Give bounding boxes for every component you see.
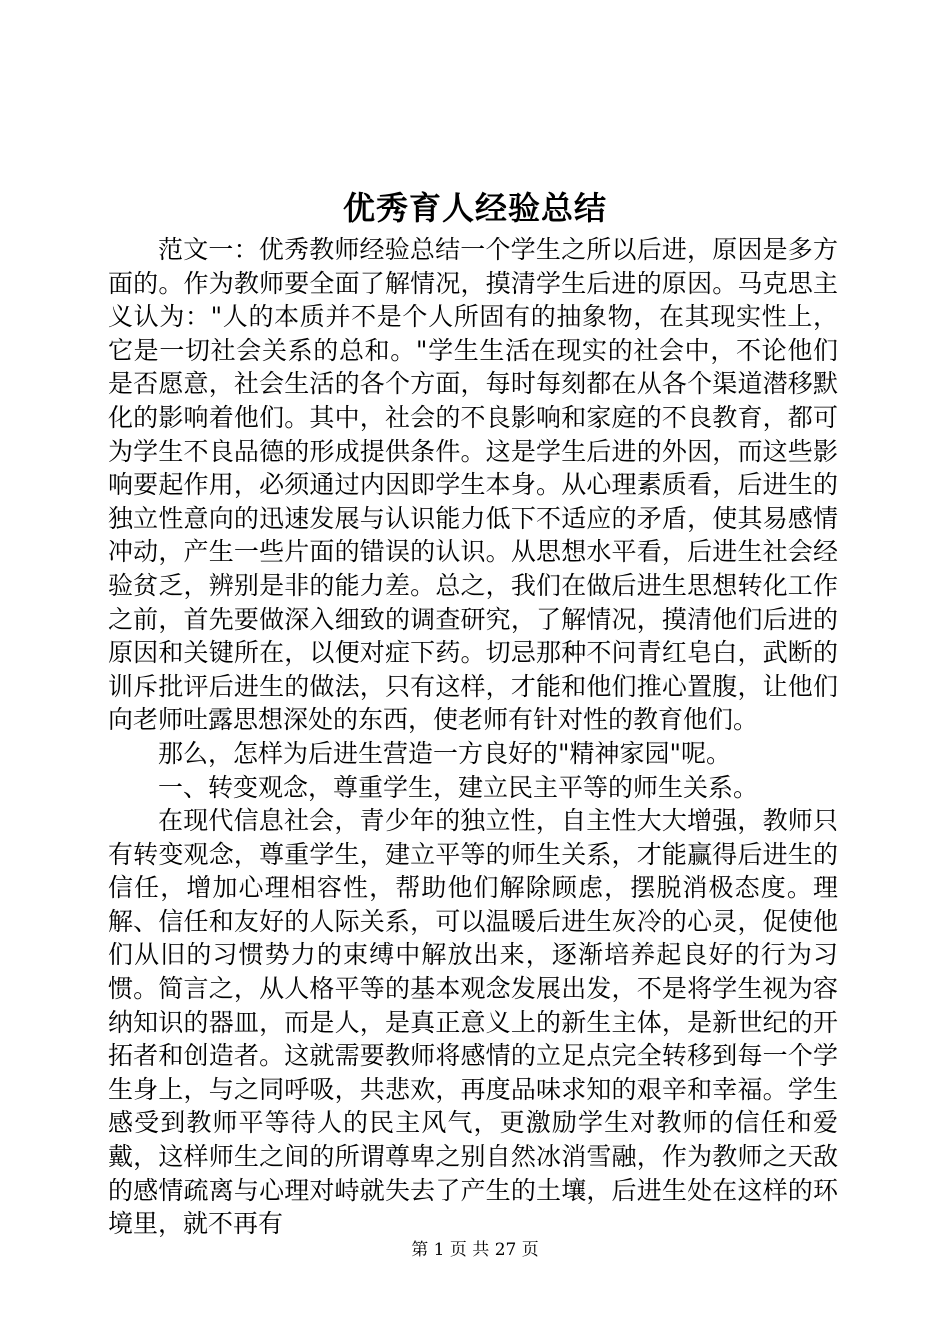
document-title: 优秀育人经验总结 [342, 189, 607, 227]
document-body [108, 233, 838, 1241]
section-heading: 一、转变观念，尊重学生，建立民主平等的师生关系。 [158, 772, 759, 802]
paragraph: 那么，怎样为后进生营造一方良好的"精神家园"呢。 [158, 738, 732, 768]
paragraph: 范文一：优秀教师经验总结一个学生之所以后进，原因是多方面的。作为教师要全面了解情况，摸清学生后进的原因。马克思主义认为："人的本质并不是个人所固有的抽象物，在其现实性上，它是一切社会关系的总和。"学生生活在现实的社会中，不论他们是否愿意，社会生活的各个方面，每时每刻都在从各个渠道潜移默化的影响着他们。其中，社会的不良影响和家庭的不良教育，都可为学生不良品德的形成提供条件。这是学生后进的外因，而这些影响要起作用，必须通过内因即学生本身。从心理素质看，后进生的独立性意向的迅速发展与认识能力低下不适应的矛盾，使其易感情冲动，产生一些片面的错误的认识。从思想水平看，后进生社会经验贫乏，辨别是非的能力差。总之，我们在做后进生思想转化工作之前，首先要做深入细致的调查研究，了解情况，摸清他们后进的原因和关键所在，以便对症下药。切忌那种不问青红皂白，武断的训斥批评后进生的做法，只有这样，才能和他们推心置腹，让他们向老师吐露思想深处的东西，使老师有针对性的教育他们。 [108, 235, 838, 735]
paragraph: 在现代信息社会，青少年的独立性，自主性大大增强，教师只有转变观念，尊重学生，建立平等的师生关系，才能赢得后进生的信任，增加心理相容性，帮助他们解除顾虑，摆脱消极态度。理解、信任和友好的人际关系，可以温暖后进生灰冷的心灵，促使他们从旧的习惯势力的束缚中解放出来，逐渐培养起良好的行为习惯。简言之，从人格平等的基本观念发展出发，不是将学生视为容纳知识的器皿，而是人，是真正意义上的新生主体，是新世纪的开拓者和创造者。这就需要教师将感情的立足点完全转移到每一个学生身上，与之同呼吸，共悲欢，再度品味求知的艰辛和幸福。学生感受到教师平等待人的民主风气，更激励学生对教师的信任和爱戴，这样师生之间的所谓尊卑之别自然冰消雪融，作为教师之天敌的感情疏离与心理对峙就失去了产生的土壤，后进生处在这样的环境里，就不再有 [108, 806, 838, 1239]
page-number-footer: 第 1 页 共 27 页 [411, 1240, 539, 1260]
